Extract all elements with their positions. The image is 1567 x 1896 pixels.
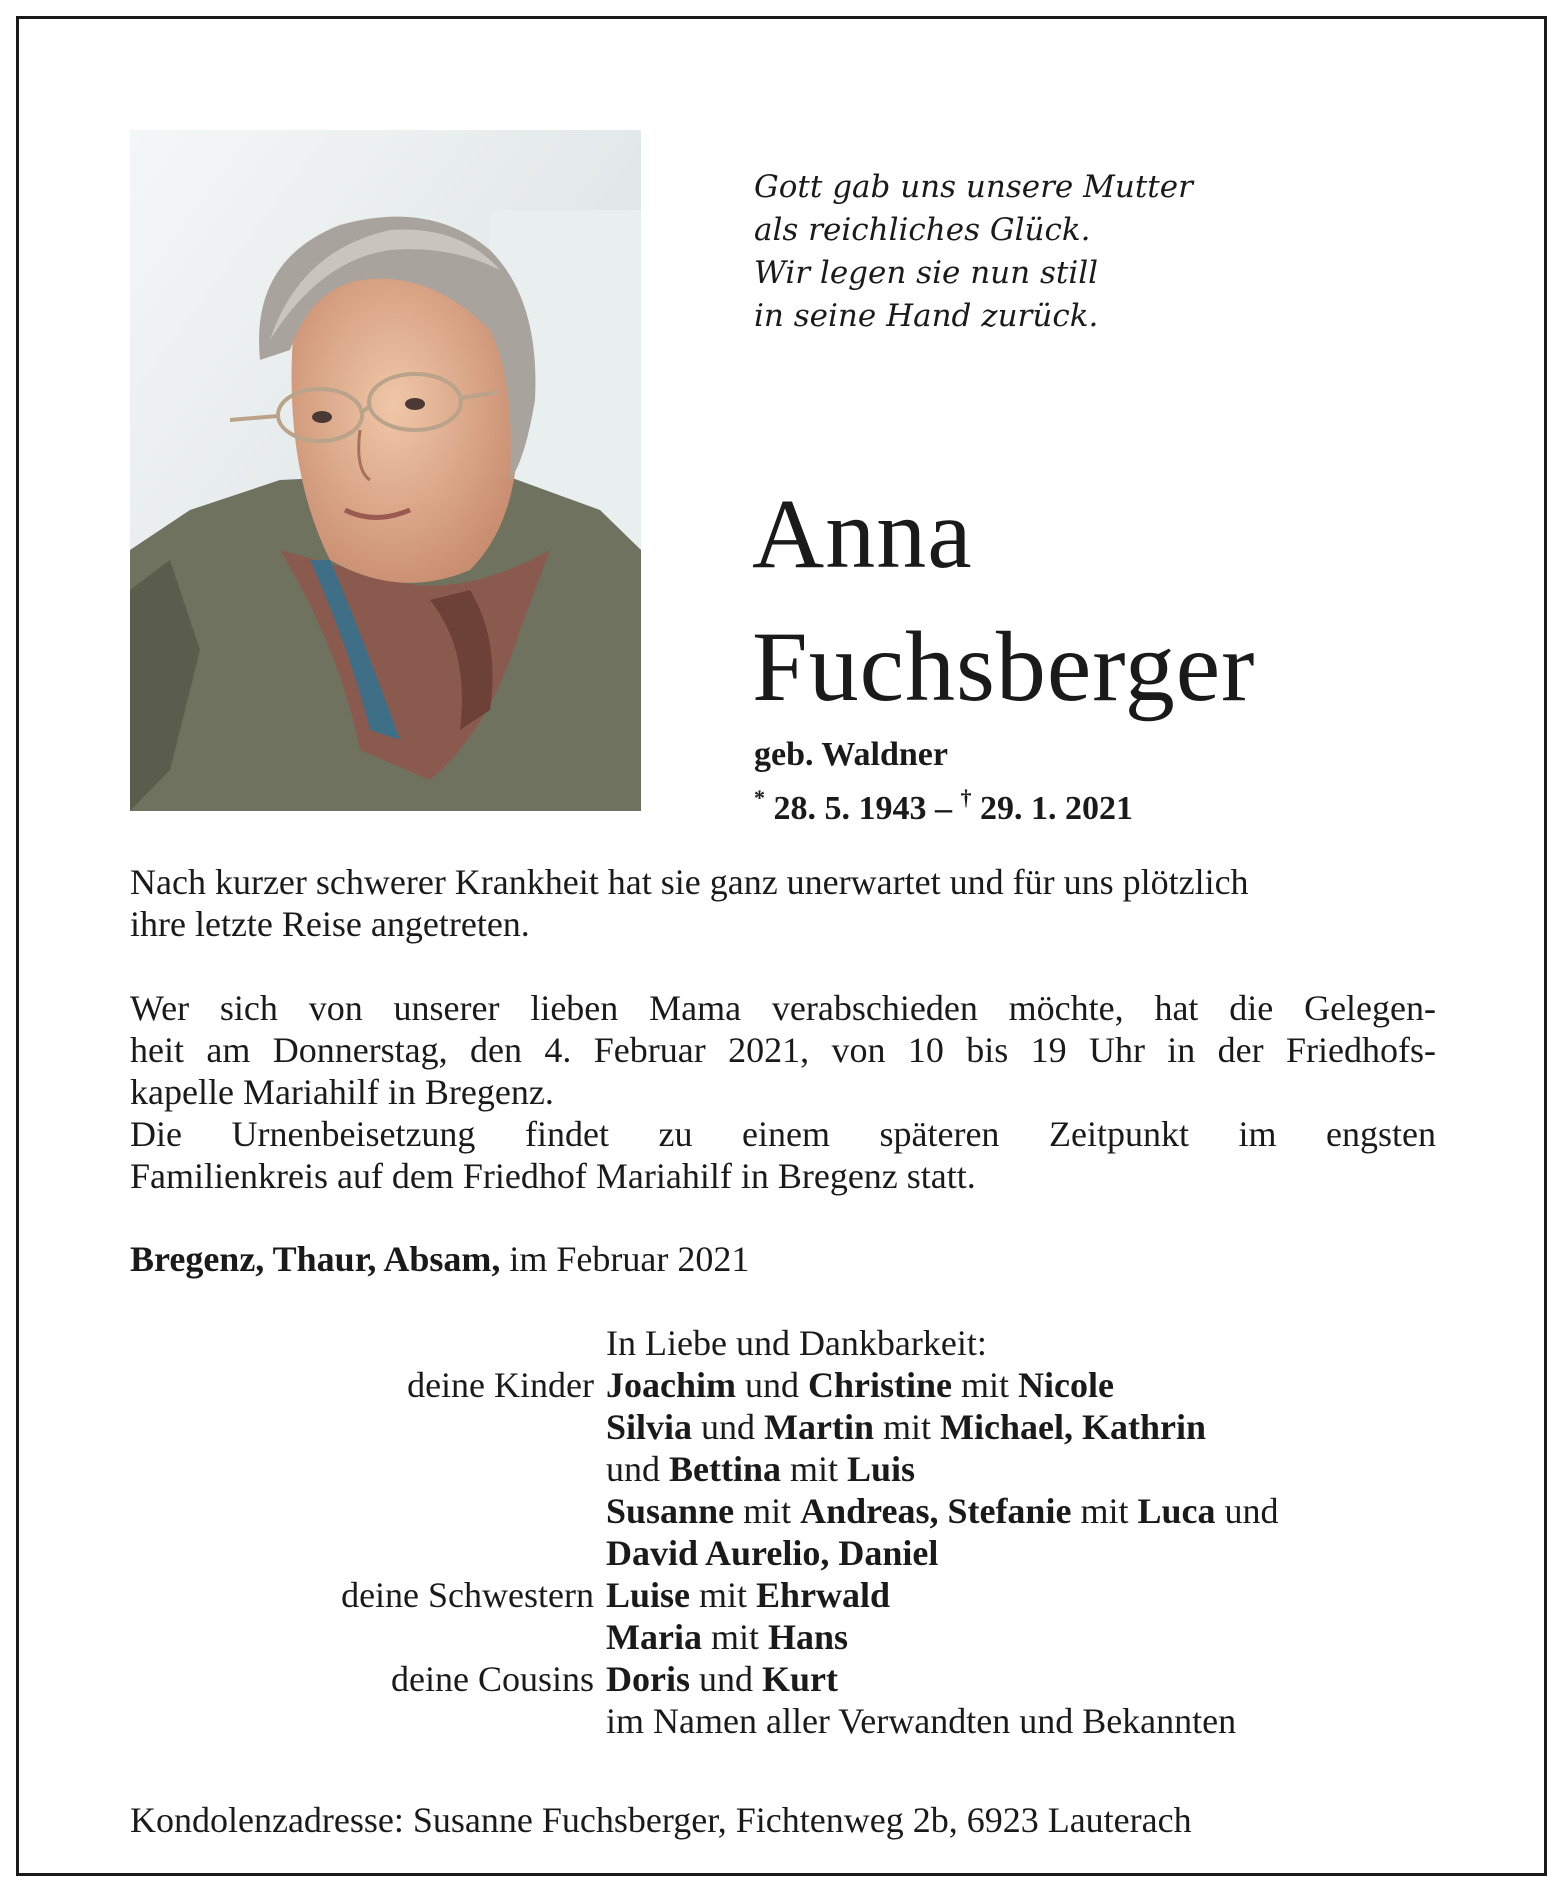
children-label: deine Kinder [407, 1365, 594, 1405]
family-name: Maria [606, 1617, 702, 1657]
family-name: David Aurelio, Daniel [606, 1533, 939, 1573]
family-closing: im Namen aller Verwandten und Bekannten [606, 1701, 1237, 1741]
family-row [130, 1574, 1436, 1616]
family-intro: In Liebe und Dankbarkeit: [606, 1323, 987, 1363]
family-name: Susanne [606, 1491, 735, 1531]
family-name: Joachim [606, 1365, 736, 1405]
date-separator: – [935, 790, 952, 827]
verse-line: in seine Hand zurück. [754, 298, 1099, 334]
conjunction: mit [961, 1365, 1010, 1405]
paragraph-line: Nach kurzer schwerer Krankheit hat sie ganz unerwartet und für uns plötzlich [130, 862, 1249, 902]
family-name: Nicole [1018, 1365, 1114, 1405]
conjunction: mit [790, 1449, 839, 1489]
family-name: Luca [1137, 1491, 1216, 1531]
deceased-last-name: Fuchsberger [752, 611, 1256, 722]
family-name: Luise [606, 1575, 691, 1615]
conjunction: und [699, 1659, 753, 1699]
death-date: 29. 1. 2021 [980, 790, 1133, 827]
paragraph-line: ihre letzte Reise angetreten. [130, 904, 530, 944]
conjunction: mit [1080, 1491, 1129, 1531]
family-name: Doris [606, 1659, 690, 1699]
paragraph-line: Die Urnenbeisetzung findet zu einem späteren Zeitpunkt im engsten [130, 1114, 1436, 1154]
conjunction: mit [883, 1407, 932, 1447]
conjunction: mit [699, 1575, 748, 1615]
conjunction: mit [710, 1617, 759, 1657]
deceased-first-name: Anna [752, 478, 973, 589]
towns: Bregenz, Thaur, Absam, [130, 1239, 501, 1279]
family-name: Luis [847, 1449, 916, 1489]
place-and-date [130, 1238, 749, 1280]
birth-date: 28. 5. 1943 [773, 790, 927, 827]
paragraph-line: Wer sich von unserer lieben Mama verabschieden möchte, hat die Gelegen- [130, 988, 1436, 1028]
family-row [130, 1532, 1436, 1574]
family-name: Christine [808, 1365, 952, 1405]
family-name: Hans [767, 1617, 849, 1657]
family-row [130, 1658, 1436, 1700]
family-list [130, 1322, 1436, 1742]
family-row [130, 1490, 1436, 1532]
conjunction: und [701, 1407, 756, 1447]
verse-line: Wir legen sie nun still [754, 255, 1099, 291]
paragraph-line: kapelle Mariahilf in Bregenz. [130, 1072, 554, 1112]
family-row [130, 1700, 1436, 1742]
date-text: im Februar 2021 [509, 1239, 750, 1279]
family-name: Martin [764, 1407, 874, 1447]
family-name: Bettina [669, 1449, 781, 1489]
portrait-photo [130, 130, 641, 811]
illness-paragraph [130, 861, 1436, 945]
condolence-address: Kondolenzadresse: Susanne Fuchsberger, Fichtenweg 2b, 6923 Lauterach [130, 1800, 1192, 1840]
death-symbol: † [960, 785, 972, 810]
family-row [130, 1448, 1436, 1490]
family-row [130, 1322, 1436, 1364]
portrait-illustration [130, 130, 641, 811]
memorial-verse [754, 166, 1193, 338]
conjunction: und [745, 1365, 799, 1405]
deceased-birth-name: geb. Waldner [754, 736, 948, 773]
verse-line: als reichliches Glück. [754, 212, 1091, 248]
farewell-paragraph [130, 987, 1436, 1197]
birth-symbol: * [754, 785, 765, 810]
family-name: Andreas, Stefanie [800, 1491, 1072, 1531]
conjunction: und [1224, 1491, 1279, 1531]
family-name: Silvia [606, 1407, 693, 1447]
conjunction: mit [743, 1491, 792, 1531]
family-row [130, 1364, 1436, 1406]
paragraph-line: Familienkreis auf dem Friedhof Mariahilf in Bregenz statt. [130, 1156, 976, 1196]
paragraph-line: heit am Donnerstag, den 4. Februar 2021, von 10 bis 19 Uhr in der Friedhofs- [130, 1030, 1436, 1070]
cousins-label: deine Cousins [391, 1659, 594, 1699]
sisters-label: deine Schwestern [341, 1575, 594, 1615]
family-name: Ehrwald [756, 1575, 891, 1615]
family-name: Kurt [762, 1659, 838, 1699]
conjunction: und [606, 1449, 660, 1489]
life-dates [754, 776, 1133, 831]
verse-line: Gott gab uns unsere Mutter [754, 169, 1193, 205]
family-row [130, 1406, 1436, 1448]
family-row [130, 1616, 1436, 1658]
family-name: Michael, Kathrin [940, 1407, 1206, 1447]
